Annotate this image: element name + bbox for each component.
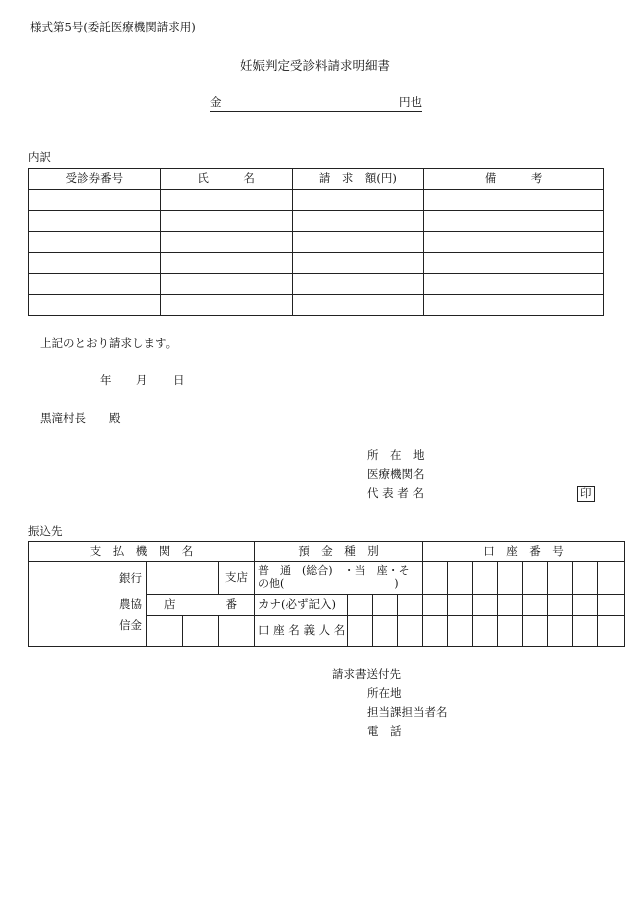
date-year: 年: [100, 373, 112, 387]
page-title: 妊娠判定受診料請求明細書: [239, 58, 390, 73]
table-cell[interactable]: [292, 295, 424, 316]
breakdown-table: [28, 168, 604, 316]
kana-label: カナ(必ず記入): [255, 595, 348, 616]
holder-char[interactable]: [448, 616, 473, 647]
account-digit[interactable]: [548, 562, 573, 595]
table-cell[interactable]: [292, 190, 424, 211]
table-cell[interactable]: [424, 274, 604, 295]
header-payment-institution: 支 払 機 関 名: [29, 542, 255, 562]
header-ticket-number: 受診券番号: [29, 169, 161, 190]
store-code-digit[interactable]: [147, 616, 183, 647]
account-holder-label: 口 座 名 義 人 名: [255, 616, 348, 647]
kana-char[interactable]: [548, 595, 573, 616]
table-cell[interactable]: [29, 190, 161, 211]
date-day: 日: [173, 373, 185, 387]
transfer-label: 振込先: [28, 524, 63, 538]
send-to-phone: 電 話: [367, 724, 402, 738]
amount-line: [210, 97, 422, 112]
kana-char[interactable]: [473, 595, 498, 616]
holder-char[interactable]: [423, 616, 448, 647]
claimant-address-label: 所 在 地: [367, 448, 425, 462]
holder-char[interactable]: [398, 616, 423, 647]
holder-char[interactable]: [373, 616, 398, 647]
kana-char[interactable]: [598, 595, 625, 616]
table-row: [29, 274, 604, 295]
agri-label: 農協: [29, 595, 147, 616]
holder-char[interactable]: [598, 616, 625, 647]
number-label: 番: [225, 597, 237, 612]
account-digit[interactable]: [573, 562, 598, 595]
table-cell[interactable]: [160, 253, 292, 274]
kana-char[interactable]: [348, 595, 373, 616]
table-cell[interactable]: [160, 211, 292, 232]
header-deposit-type: 預 金 種 別: [255, 542, 423, 562]
account-digit[interactable]: [598, 562, 625, 595]
claimant-institution-label: 医療機関名: [367, 467, 425, 481]
kana-char[interactable]: [448, 595, 473, 616]
transfer-table: [28, 541, 625, 647]
holder-char[interactable]: [548, 616, 573, 647]
form-number: 様式第5号(委託医療機関請求用): [30, 20, 196, 34]
date-month: 月: [136, 373, 148, 387]
kana-char[interactable]: [573, 595, 598, 616]
kana-char[interactable]: [423, 595, 448, 616]
table-cell[interactable]: [29, 253, 161, 274]
amount-prefix: 金: [210, 95, 222, 109]
table-row: [29, 211, 604, 232]
send-to-label: 請求書送付先: [332, 667, 401, 681]
send-to-address: 所在地: [367, 686, 402, 700]
store-code-digit[interactable]: [183, 616, 219, 647]
addressee: 黒滝村長 殿: [40, 411, 121, 425]
table-row: [29, 190, 604, 211]
holder-char[interactable]: [573, 616, 598, 647]
table-cell[interactable]: [424, 253, 604, 274]
bank-name-field[interactable]: [147, 562, 219, 595]
table-cell[interactable]: [292, 232, 424, 253]
header-remarks: 備 考: [424, 169, 604, 190]
table-cell[interactable]: [292, 274, 424, 295]
table-cell[interactable]: [424, 295, 604, 316]
table-cell[interactable]: [29, 211, 161, 232]
table-cell[interactable]: [424, 190, 604, 211]
kana-char[interactable]: [498, 595, 523, 616]
holder-char[interactable]: [473, 616, 498, 647]
table-cell[interactable]: [160, 274, 292, 295]
table-cell[interactable]: [292, 211, 424, 232]
holder-char[interactable]: [498, 616, 523, 647]
store-label: 店: [164, 597, 176, 612]
deposit-type-options[interactable]: 普 通 (総合) ・当 座・そ の他( ): [255, 562, 423, 595]
kana-char[interactable]: [373, 595, 398, 616]
kana-char[interactable]: [398, 595, 423, 616]
claimant-representative-label: 代 表 者 名: [367, 486, 424, 500]
header-name: 氏 名: [160, 169, 292, 190]
table-cell[interactable]: [29, 274, 161, 295]
holder-char[interactable]: [348, 616, 373, 647]
table-cell[interactable]: [160, 295, 292, 316]
bank-label: 銀行: [29, 562, 147, 595]
account-digit[interactable]: [498, 562, 523, 595]
table-cell[interactable]: [160, 232, 292, 253]
header-amount: 請 求 額(円): [292, 169, 424, 190]
table-row: [29, 232, 604, 253]
send-to-person: 担当課担当者名: [367, 705, 448, 719]
table-row: [29, 295, 604, 316]
account-digit[interactable]: [473, 562, 498, 595]
account-digit[interactable]: [523, 562, 548, 595]
table-cell[interactable]: [29, 295, 161, 316]
branch-label: 支店: [219, 562, 255, 595]
table-cell[interactable]: [292, 253, 424, 274]
seal-mark: 印: [577, 486, 595, 502]
holder-char[interactable]: [523, 616, 548, 647]
table-cell[interactable]: [424, 232, 604, 253]
credit-label: 信金: [29, 616, 147, 647]
account-digit[interactable]: [448, 562, 473, 595]
table-row: [29, 253, 604, 274]
account-digit[interactable]: [423, 562, 448, 595]
breakdown-label: 内訳: [28, 150, 51, 164]
store-code-digit[interactable]: [219, 616, 255, 647]
statement-text: 上記のとおり請求します。: [40, 336, 178, 350]
header-account-number: 口 座 番 号: [423, 542, 625, 562]
kana-char[interactable]: [523, 595, 548, 616]
table-cell[interactable]: [29, 232, 161, 253]
table-cell[interactable]: [160, 190, 292, 211]
table-cell[interactable]: [424, 211, 604, 232]
store-number-row: [147, 595, 255, 616]
amount-suffix: 円也: [399, 95, 422, 109]
